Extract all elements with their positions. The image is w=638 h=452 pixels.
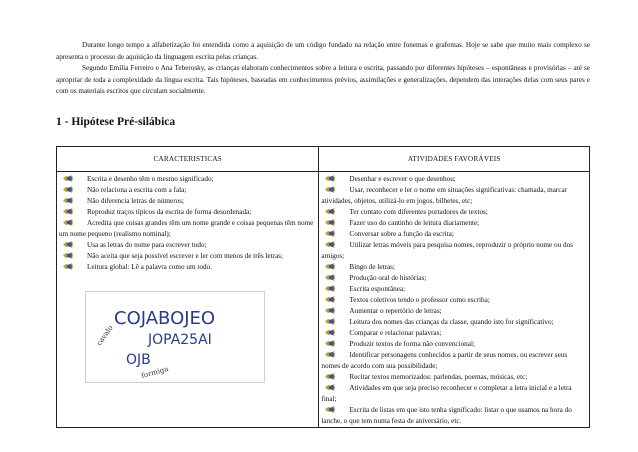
bullet-icon [325, 351, 335, 358]
bullet-icon [325, 406, 335, 413]
bullet-icon [325, 340, 335, 347]
section-heading: 1 - Hipótese Pré-silábica [56, 116, 176, 128]
sample-label-1: cavalo [95, 323, 115, 348]
characteristic-item-text: Não diferencia letras de números; [87, 197, 184, 205]
activity-item-text: Produzir textos de forma não convencional; [349, 340, 475, 348]
bullet-icon [63, 241, 73, 248]
characteristic-item [59, 196, 316, 207]
activity-item-text: Comparar e relacionar palavras; [349, 329, 442, 337]
hypothesis-table [56, 146, 590, 428]
bullet-icon [63, 175, 73, 182]
activities-list [321, 174, 587, 427]
bullet-icon [325, 329, 335, 336]
characteristic-item-text: Reproduz traços típicos da escrita de forma desordenada; [87, 208, 252, 216]
activity-item [321, 207, 587, 218]
characteristics-cell [57, 172, 319, 428]
table-body-row [57, 172, 590, 428]
activity-item [321, 328, 587, 339]
activity-item [321, 350, 587, 372]
characteristic-item [59, 185, 316, 196]
characteristic-item-text: Leitura global: Lê a palavra como um todo. [87, 263, 212, 271]
characteristic-item [59, 207, 316, 218]
bullet-icon [63, 219, 73, 226]
activity-item [321, 185, 587, 207]
activity-item [321, 306, 587, 317]
activity-item-text: Bingo de letras; [349, 263, 395, 271]
activities-cell [319, 172, 590, 428]
sample-line-1: COJABOJEO [114, 308, 216, 329]
activity-item-text: Fazer uso do cantinho de leitura diariamente; [349, 219, 480, 227]
bullet-icon [325, 208, 335, 215]
bullet-icon [325, 274, 335, 281]
characteristic-item [59, 262, 316, 273]
characteristic-item [59, 251, 316, 262]
activity-item-text: Escrita de listas em que isto tenha significado: listar o que usamos na hora do lanche, o que tem numa festa de aniversário, etc. [321, 406, 572, 425]
bullet-icon [63, 197, 73, 204]
table-header-row [57, 147, 590, 172]
activity-item-text: Leitura dos nomes das crianças da classe, quando isto for significativo; [349, 318, 554, 326]
activity-item-text: Identificar personagens conhecidos a partir de seus nomes, ou escrever seus nomes de acordo com sua possibilidade; [321, 351, 568, 370]
characteristic-item-text: Não relaciona a escrita com a fala; [87, 186, 187, 194]
activity-item [321, 174, 587, 185]
sample-line-2: JOPA25AI [148, 332, 212, 348]
bullet-icon [325, 241, 335, 248]
activity-item-text: Usar, reconhecer e ler o nome em situações significativas: chamada, marcar atividades, objetos, utilizá-lo em jogos, bilhetes, etc; [321, 186, 568, 205]
activity-item [321, 317, 587, 328]
bullet-icon [325, 263, 335, 270]
activity-item-text: Utilizar letras móveis para pesquisa nomes, reproduzir o próprio nome ou dos amigos; [321, 241, 573, 260]
activity-item-text: Ter contato com diferentes portadores de textos; [349, 208, 488, 216]
characteristics-header: CARACTERISTICAS [57, 147, 319, 172]
bullet-icon [63, 252, 73, 259]
bullet-icon [325, 373, 335, 380]
bullet-icon [325, 318, 335, 325]
activity-item [321, 405, 587, 427]
activity-item [321, 372, 587, 383]
activity-item-text: Produção oral de histórias; [349, 274, 427, 282]
intro-text [56, 40, 590, 98]
characteristic-item-text: Escrita e desenho têm o mesmo significado; [87, 175, 214, 183]
activity-item [321, 229, 587, 240]
activity-item [321, 240, 587, 262]
activity-item [321, 284, 587, 295]
activity-item-text: Desenhar e escrever o que desenhou; [349, 175, 456, 183]
activity-item [321, 273, 587, 284]
handwriting-sample [85, 291, 265, 383]
activity-item-text: Atividades em que seja preciso reconhecer e completar a letra inicial e a letra final; [321, 384, 572, 403]
intro-paragraph-1: Durante longo tempo a alfabetização foi entendida como a aquisição de um código fundado na relação entre fonemas e grafemas. Hoje se sabe que muito mais complexo se apresenta o processo de aquisição da linguagem escrita pelas crianças. [56, 41, 590, 61]
bullet-icon [325, 296, 335, 303]
characteristic-item-text: Acredita que coisas grandes têm um nome grande e coisas pequenas têm nome um nome pequeno (realismo nominal); [59, 219, 314, 238]
activity-item-text: Escrita espontânea; [349, 285, 406, 293]
sample-line-3: OJB [126, 352, 151, 368]
activities-header: ATIVIDADES FAVORÁVEIS [319, 147, 590, 172]
bullet-icon [325, 230, 335, 237]
activity-item-text: Conversar sobre a função da escrita; [349, 230, 454, 238]
characteristics-list [59, 174, 316, 273]
bullet-icon [325, 307, 335, 314]
characteristic-item-text: Usa as letras do nome para escrever tudo; [87, 241, 207, 249]
activity-item [321, 262, 587, 273]
bullet-icon [325, 175, 335, 182]
bullet-icon [325, 384, 335, 391]
bullet-icon [325, 186, 335, 193]
bullet-icon [325, 285, 335, 292]
bullet-icon [63, 263, 73, 270]
activity-item-text: Recitar textos memorizados: parlendas, poemas, músicas, etc; [349, 373, 528, 381]
characteristic-item [59, 218, 316, 240]
activity-item [321, 295, 587, 306]
bullet-icon [325, 219, 335, 226]
activity-item [321, 339, 587, 350]
bullet-icon [63, 208, 73, 215]
bullet-icon [63, 186, 73, 193]
characteristic-item [59, 174, 316, 185]
intro-paragraph-2: Segundo Emília Ferreiro e Ana Teberosky, as crianças elaboram conhecimentos sobre a leitura e escrita, passando por diferentes hipóteses – espontâneas e provisórias – até se apropriar de toda a complexidade da língua escrita. Tais hipóteses, baseadas em conhecimentos prévios, assimilações e generalizações, dependem das interações delas com seus pares e com os materiais escritos que circulam socialmente. [56, 64, 590, 96]
characteristic-item-text: Não aceita que seja possível escrever e ler com menos de três letras; [87, 252, 283, 260]
activity-item [321, 383, 587, 405]
activity-item-text: Textos coletivos tendo o professor como escriba; [349, 296, 490, 304]
handwriting-drawing [86, 292, 264, 382]
sample-label-2: formiga [140, 365, 170, 380]
activity-item [321, 218, 587, 229]
activity-item-text: Aumentar o repertório de letras; [349, 307, 442, 315]
characteristic-item [59, 240, 316, 251]
